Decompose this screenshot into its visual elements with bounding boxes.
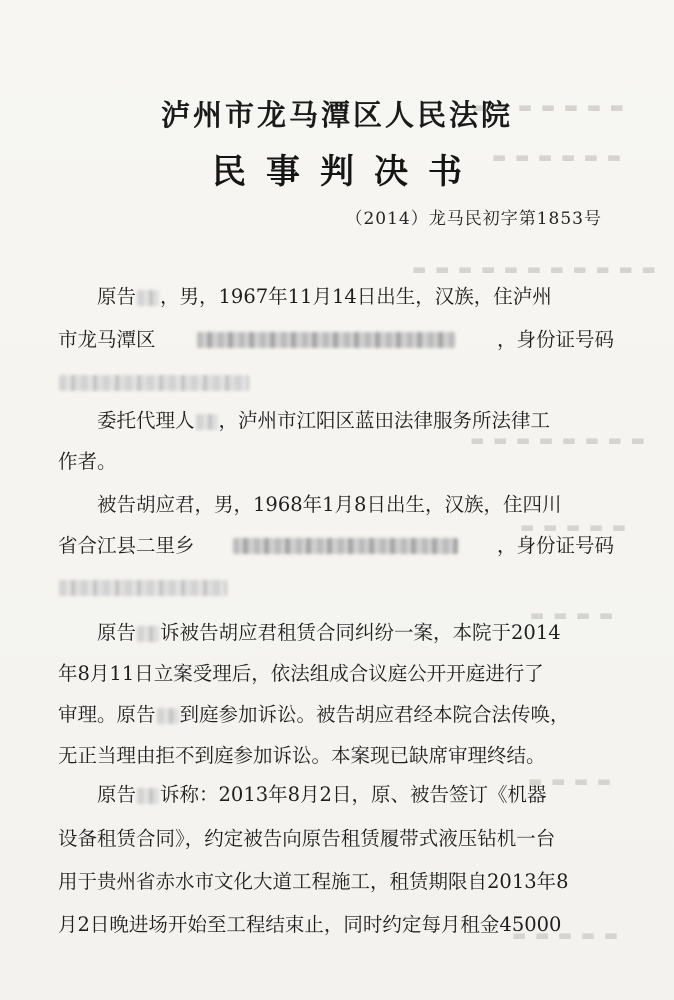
redacted-text: [197, 332, 455, 348]
text-line: 年8月11日立案受理后，依法组成合议庭公开开庭进行了: [58, 662, 544, 685]
redacted-text: [157, 708, 179, 724]
text-line: 市龙马潭区 ，身份证号码: [58, 328, 614, 351]
text-line: [58, 577, 614, 597]
text-line: 委托代理人 ，泸州市江阳区蓝田法律服务所法律工: [97, 409, 551, 432]
redacted-text: [196, 414, 218, 430]
case-number: （2014）龙马民初字第1853号: [345, 209, 602, 229]
text-line: 作者。: [58, 450, 117, 473]
text-line: 审理。原告 到庭参加诉讼。被告胡应君经本院合法传唤，: [58, 703, 570, 726]
text-line: 设备租赁合同》，约定被告向原告租赁履带式液压钻机一台: [58, 827, 556, 850]
court-name: 泸州市龙马潭区人民法院: [160, 98, 513, 132]
document-title: 民事判决书: [212, 152, 482, 192]
bleed-through: ▬ ▬ ▬ ▬ ▬ ▬: [492, 148, 623, 166]
text-line: 无正当理由拒不到庭参加诉讼。本案现已缺席审理终结。: [58, 744, 546, 767]
redacted-text: [59, 375, 249, 391]
text-line: 原告 诉称：2013年8月2日，原、被告签订《机器: [97, 783, 547, 806]
text-line: 原告 诉被告胡应君租赁合同纠纷一案，本院于2014: [97, 621, 561, 644]
text-line: [58, 372, 614, 392]
redacted-text: [233, 538, 458, 554]
bleed-through: ▬ ▬ ▬ ▬: [528, 772, 613, 790]
text-line: 省合江县二里乡 ，身份证号码: [58, 534, 614, 557]
bleed-through: ▬ ▬ ▬ ▬ ▬: [520, 518, 628, 536]
text-line: 用于贵州省赤水市文化大道工程施工，租赁期限自2013年8: [58, 870, 569, 893]
redacted-text: [137, 626, 159, 642]
text-line: 原告 ，男，1967年11月14日出生，汉族，住泸州: [97, 285, 552, 308]
bleed-through: ▬ ▬ ▬ ▬: [530, 606, 615, 624]
text-line: 月2日晚进场开始至工程结束止，同时约定每月租金45000: [58, 913, 562, 936]
redacted-text: [137, 788, 159, 804]
bleed-through: ▬ ▬ ▬ ▬ ▬ ▬ ▬ ▬ ▬ ▬ ▬: [412, 260, 658, 278]
bleed-through: ▬ ▬ ▬ ▬ ▬ ▬ ▬: [472, 98, 626, 116]
redacted-text: [59, 580, 227, 596]
redacted-text: [137, 290, 159, 306]
bleed-through: ▬ ▬ ▬ ▬ ▬ ▬ ▬ ▬: [470, 431, 647, 449]
text-line: 被告胡应君，男，1968年1月8日出生，汉族，住四川: [97, 493, 562, 516]
bleed-through: ▬ ▬ ▬ ▬ ▬: [512, 926, 620, 944]
